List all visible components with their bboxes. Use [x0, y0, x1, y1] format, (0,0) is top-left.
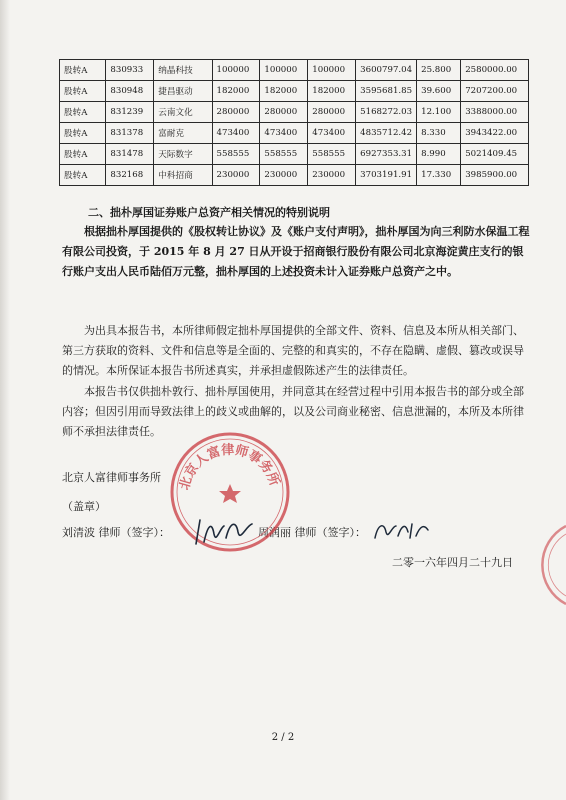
cell-amount: 5168272.03 — [356, 102, 417, 123]
cell-value: 7207200.00 — [461, 81, 529, 102]
cell-type: 股转A — [60, 144, 106, 165]
cell-price: 25.800 — [417, 60, 461, 81]
cell-price: 12.100 — [417, 102, 461, 123]
cell-price: 39.600 — [417, 81, 461, 102]
cell-type: 股转A — [60, 81, 106, 102]
cell-quantity-1: 100000 — [212, 60, 260, 81]
cell-type: 股转A — [60, 60, 106, 81]
cell-type: 股转A — [60, 102, 106, 123]
handwritten-signature-2 — [372, 518, 432, 544]
cell-quantity-2: 230000 — [260, 165, 308, 186]
cell-name: 富耐克 — [154, 123, 212, 144]
holdings-table — [59, 59, 529, 186]
cell-value: 3943422.00 — [461, 123, 529, 144]
cell-name: 中科招商 — [154, 165, 212, 186]
cell-quantity-2: 100000 — [260, 60, 308, 81]
cell-quantity-1: 230000 — [212, 165, 260, 186]
cell-amount: 3703191.91 — [356, 165, 417, 186]
statement-paragraph-1: 为出具本报告书，本所律师假定拙朴厚国提供的全部文件、资料、信息及本所从相关部门、第三方获取的资料、文件和信息等是全面的、完整的和真实的，不存在隐瞒、虚假、篡改或误导的情况。本所保证本报告书所述真实，并承担虚假陈述产生的法律责任。 — [62, 324, 524, 377]
table-row — [60, 60, 529, 81]
cell-code: 830933 — [106, 60, 154, 81]
cell-price: 8.990 — [417, 144, 461, 165]
cell-quantity-2: 280000 — [260, 102, 308, 123]
cell-quantity-3: 473400 — [308, 123, 356, 144]
section-paragraph: 根据拙朴厚国提供的《股权转让协议》及《账户支付声明》，拙朴厚国为向三利防水保温工程有限公司投资，于 2015 年 8 月 27 日从开设于招商银行股份有限公司北京海淀黄庄支行的银行账户支出人民币陆佰万元整，拙朴厚国的上述投资未计入证券账户总资产之中。 — [62, 225, 530, 278]
seal-text-path: 北京人富律师事务所 — [177, 442, 282, 492]
cell-name: 捷昌驱动 — [154, 81, 212, 102]
cell-quantity-2: 558555 — [260, 144, 308, 165]
law-firm-name: 北京人富律师事务所 — [62, 471, 161, 484]
section-heading: 二、拙朴厚国证券账户总资产相关情况的特别说明 — [88, 206, 330, 219]
page-number: 2 / 2 — [271, 732, 295, 743]
cell-code: 830948 — [106, 81, 154, 102]
cell-price: 8.330 — [417, 123, 461, 144]
cell-quantity-3: 230000 — [308, 165, 356, 186]
cell-amount: 6927353.31 — [356, 144, 417, 165]
table-row — [60, 144, 529, 165]
seal-note: （盖章） — [62, 500, 106, 513]
cell-value: 2580000.00 — [461, 60, 529, 81]
handwritten-signature-1 — [192, 514, 258, 550]
cell-quantity-1: 280000 — [212, 102, 260, 123]
cell-value: 3388000.00 — [461, 102, 529, 123]
lawyer-signature-line-2: 周润丽 律师（签字）： — [258, 526, 366, 539]
cell-amount: 4835712.42 — [356, 123, 417, 144]
cell-name: 云南文化 — [154, 102, 212, 123]
seal-star — [219, 484, 241, 503]
cell-quantity-1: 558555 — [212, 144, 260, 165]
cell-value: 5021409.45 — [461, 144, 529, 165]
cell-price: 17.330 — [417, 165, 461, 186]
edge-seal-fragment — [520, 520, 566, 610]
cell-quantity-3: 182000 — [308, 81, 356, 102]
cell-amount: 3595681.85 — [356, 81, 417, 102]
cell-quantity-1: 182000 — [212, 81, 260, 102]
cell-quantity-1: 473400 — [212, 123, 260, 144]
cell-code: 831239 — [106, 102, 154, 123]
table-row — [60, 123, 529, 144]
cell-amount: 3600797.04 — [356, 60, 417, 81]
cell-quantity-2: 182000 — [260, 81, 308, 102]
cell-quantity-3: 280000 — [308, 102, 356, 123]
statement-paragraph-2: 本报告书仅供拙朴敦行、拙朴厚国使用，并同意其在经营过程中引用本报告书的部分或全部内容；但因引用而导致法律上的歧义或曲解的，以及公司商业秘密、信息泄漏的，本所及本所律师不承担法律责任。 — [62, 385, 524, 438]
table-row — [60, 102, 529, 123]
cell-code: 831478 — [106, 144, 154, 165]
cell-code: 832168 — [106, 165, 154, 186]
cell-type: 股转A — [60, 165, 106, 186]
cell-value: 3985900.00 — [461, 165, 529, 186]
holdings-table-body — [60, 60, 529, 186]
table-row — [60, 165, 529, 186]
cell-name: 纳晶科技 — [154, 60, 212, 81]
signing-date: 二零一六年四月二十九日 — [392, 556, 513, 569]
table-row — [60, 81, 529, 102]
cell-type: 股转A — [60, 123, 106, 144]
cell-quantity-3: 100000 — [308, 60, 356, 81]
cell-quantity-2: 473400 — [260, 123, 308, 144]
lawyer-signature-line-1: 刘清波 律师（签字）： — [62, 526, 170, 539]
cell-quantity-3: 558555 — [308, 144, 356, 165]
scan-edge-shadow — [0, 0, 10, 800]
cell-name: 天际数字 — [154, 144, 212, 165]
cell-code: 831378 — [106, 123, 154, 144]
